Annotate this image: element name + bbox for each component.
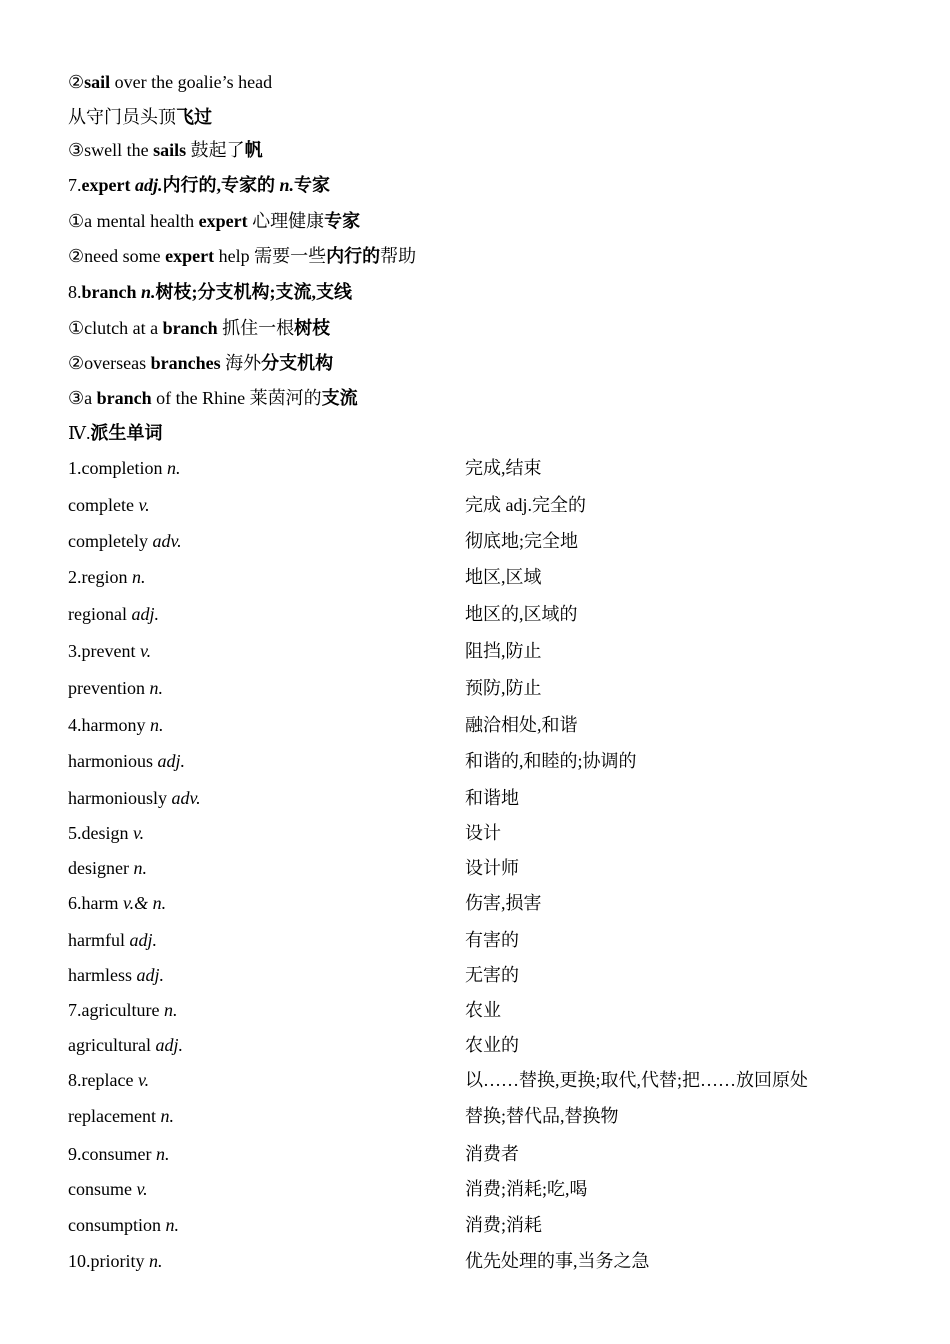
word: harmful (68, 930, 130, 950)
text-run: n. (279, 175, 295, 195)
text-run: 抓住一根 (217, 318, 295, 338)
word: 1.completion (68, 458, 167, 478)
word: harmonious (68, 751, 158, 771)
word: 9.consumer (68, 1144, 156, 1164)
part-of-speech: n. (149, 678, 163, 698)
word: harmless (68, 965, 137, 985)
word: consume (68, 1179, 137, 1199)
text-run: expert (165, 246, 215, 266)
word: 2.region (68, 567, 132, 587)
word: designer (68, 858, 134, 878)
text-run: ②need some (68, 246, 166, 266)
word-meaning: 以……替换,更换;取代,代替;把……放回原处 (465, 1070, 809, 1090)
word-entry (68, 1068, 149, 1092)
word: prevention (68, 678, 150, 698)
word-meaning: 完成,结束 (465, 458, 542, 478)
part-of-speech: adj. (131, 604, 159, 624)
part-of-speech: n. (160, 1106, 174, 1126)
word-meaning: 消费;消耗 (465, 1215, 543, 1235)
word: 7.agriculture (68, 1000, 164, 1020)
word-entry (68, 786, 201, 810)
word: 3.prevent (68, 641, 140, 661)
part-of-speech: v. (137, 1070, 150, 1090)
word-meaning: 地区的,区域的 (465, 604, 578, 624)
word-meaning: 有害的 (465, 930, 519, 950)
vocab-line (68, 138, 263, 162)
word-entry (68, 565, 145, 589)
word-entry (68, 1104, 174, 1128)
text-run: ③a (68, 388, 97, 408)
text-run: 8. (68, 282, 82, 302)
text-run: 帮助 (380, 246, 417, 266)
text-run: ③swell the (68, 140, 154, 160)
part-of-speech: v. (136, 1179, 148, 1199)
text-run: 专家 (324, 211, 361, 231)
part-of-speech: n. (131, 567, 146, 587)
word-entry (68, 639, 151, 663)
part-of-speech: adj. (157, 751, 186, 771)
word-entry (68, 713, 163, 737)
word: complete (68, 495, 139, 515)
vocab-line (68, 386, 358, 410)
word: harmoniously (68, 788, 172, 808)
word: consumption (68, 1215, 166, 1235)
text-run: 飞过 (176, 107, 212, 127)
text-run: 海外 (220, 353, 262, 373)
word-meaning: 无害的 (465, 965, 519, 985)
part-of-speech: v. (139, 641, 152, 661)
text-run: sail (84, 72, 111, 92)
text-run: expert (81, 175, 131, 195)
word: replacement (68, 1106, 161, 1126)
word: completely (68, 531, 153, 551)
word: 5.design (68, 823, 133, 843)
part-of-speech: adj. (136, 965, 164, 985)
part-of-speech: adv. (171, 788, 201, 808)
word-entry (68, 891, 166, 915)
text-run: branch (96, 388, 152, 408)
word-entry (68, 821, 144, 845)
text-run: 帆 (244, 140, 263, 160)
word-meaning: 伤害,损害 (465, 893, 542, 913)
word-meaning: 设计师 (465, 858, 519, 878)
word-meaning: 融洽相处,和谐 (465, 715, 578, 735)
word-meaning: 阻挡,防止 (465, 641, 542, 661)
word-meaning: 优先处理的事,当务之急 (465, 1251, 650, 1271)
text-run: adj. (134, 175, 163, 195)
text-run: ② (68, 72, 85, 92)
text-run: 内行的 (326, 246, 381, 266)
text-run: branch (162, 318, 218, 338)
text-run: 心理健康 (247, 211, 325, 231)
text-run: 树枝;分支机构;支流,支线 (155, 282, 353, 302)
text-run: 内行的,专家的 (162, 175, 280, 195)
word-meaning: 消费;消耗;吃,喝 (465, 1179, 588, 1199)
part-of-speech: n. (165, 1215, 179, 1235)
word-meaning: 消费者 (465, 1144, 519, 1164)
text-run: ②overseas (68, 353, 151, 373)
part-of-speech: v. (138, 495, 150, 515)
word-entry (68, 1142, 169, 1166)
text-run: n. (141, 282, 156, 302)
vocab-line (68, 280, 352, 304)
text-run: 专家 (294, 175, 331, 195)
text-run: sails (153, 140, 187, 160)
vocab-line (68, 316, 330, 340)
word-entry (68, 928, 157, 952)
text-run: branch (81, 282, 137, 302)
word: 8.replace (68, 1070, 138, 1090)
text-run: help 需要一些 (214, 246, 327, 266)
text-run: Ⅳ. (68, 423, 91, 443)
word: 10.priority (68, 1251, 149, 1271)
text-run: of the Rhine 莱茵河的 (151, 388, 322, 408)
word-meaning: 设计 (465, 823, 501, 843)
word-meaning: 和谐的,和睦的;协调的 (465, 751, 637, 771)
word: 6.harm (68, 893, 123, 913)
part-of-speech: n. (166, 458, 181, 478)
part-of-speech: n. (149, 715, 164, 735)
text-run: expert (198, 211, 248, 231)
word-entry (68, 1213, 179, 1237)
part-of-speech: v. (133, 823, 145, 843)
word-meaning: 和谐地 (465, 788, 519, 808)
vocab-line (68, 351, 333, 375)
word-meaning: 农业 (465, 1000, 501, 1020)
word-entry (68, 998, 177, 1022)
vocab-line (68, 421, 162, 445)
word-meaning: 替换;替代品,替换物 (465, 1106, 619, 1126)
text-run: 支流 (321, 388, 358, 408)
word-entry (68, 602, 159, 626)
word-entry (68, 1249, 163, 1273)
part-of-speech: adv. (152, 531, 182, 551)
word-entry (68, 456, 180, 480)
part-of-speech: n. (155, 1144, 170, 1164)
text-run: 从守门员头顶 (68, 107, 176, 127)
text-run: over the goalie’s head (110, 72, 273, 92)
part-of-speech: v.& n. (122, 893, 167, 913)
text-run: ①a mental health (68, 211, 199, 231)
word-meaning: 完成 adj.完全的 (465, 495, 586, 515)
text-run: 树枝 (294, 318, 331, 338)
text-run: 7. (68, 175, 82, 195)
text-run: 派生单词 (90, 423, 163, 443)
part-of-speech: adj. (129, 930, 157, 950)
part-of-speech: n. (133, 858, 147, 878)
text-run: branches (150, 353, 221, 373)
word-entry (68, 493, 150, 517)
word-entry (68, 1177, 148, 1201)
word-meaning: 农业的 (465, 1035, 519, 1055)
part-of-speech: adj. (155, 1035, 183, 1055)
part-of-speech: n. (163, 1000, 178, 1020)
word-entry (68, 856, 147, 880)
part-of-speech: n. (149, 1251, 163, 1271)
vocab-line (68, 70, 272, 94)
word-meaning: 地区,区域 (465, 567, 542, 587)
text-run: 分支机构 (261, 353, 334, 373)
word-entry (68, 963, 164, 987)
word-meaning: 预防,防止 (465, 678, 542, 698)
word-meaning: 彻底地;完全地 (465, 531, 579, 551)
vocab-line (68, 244, 416, 268)
vocab-line (68, 209, 360, 233)
word-entry (68, 1033, 183, 1057)
word-entry (68, 749, 185, 773)
word: 4.harmony (68, 715, 150, 735)
text-run: 鼓起了 (186, 140, 245, 160)
vocab-line (68, 173, 330, 197)
word: agricultural (68, 1035, 156, 1055)
word-entry (68, 529, 182, 553)
text-run: ①clutch at a (68, 318, 163, 338)
vocab-line (68, 105, 212, 129)
word-entry (68, 676, 163, 700)
word: regional (68, 604, 132, 624)
